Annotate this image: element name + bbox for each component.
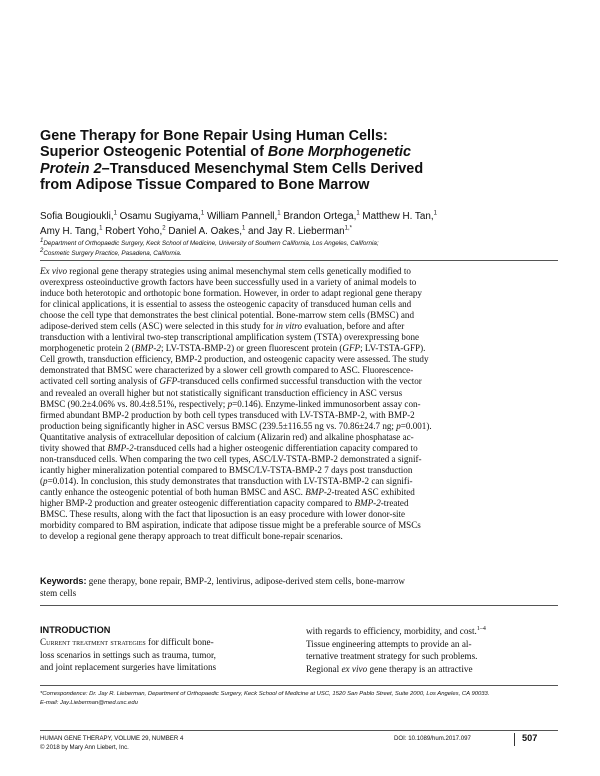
text-line: production being significantly higher in ASC versus BMSC (239.5±116.55 ng vs. 70.86±24.7 ng; p=0.001).: [40, 420, 432, 431]
correspondence-note: [40, 690, 560, 707]
keywords-label: Keywords:: [40, 576, 87, 586]
text-line: loss scenarios in settings such as trauma, tumor,: [40, 649, 216, 660]
text-line: to develop a regional gene therapy approach to treat difficult bone-repair scenarios.: [40, 531, 343, 542]
text-line: Quantitative analysis of extracellular deposition of calcium (Alizarin red) and alkaline phosphatase ac-: [40, 431, 414, 442]
journal-volume: HUMAN GENE THERAPY, VOLUME 29, NUMBER 4: [40, 735, 184, 742]
keywords-text-1: gene therapy, bone repair, BMP-2, lentivirus, adipose-derived stem cells, bone-marrow: [86, 576, 405, 586]
text-line: Cell growth, transduction efficiency, BMP-2 production, and osteogenic capacity were assessed. The study: [40, 354, 429, 365]
text-line: Ex vivo regional gene therapy strategies using animal mesenchymal stem cells genetically modified to: [40, 266, 411, 276]
text-line: higher BMP-2 production and greater osteogenic differentiation capacity compared to BMP-2-treated: [40, 497, 409, 508]
text-line: and revealed an overall higher but not statistically significant transduction efficiency in ASC versus: [40, 387, 403, 398]
text-line: transduction with a lentiviral two-step transcriptional amplification system (TSTA) overexpressing bone: [40, 332, 420, 343]
text-line: (p=0.014). In conclusion, this study demonstrates that transduction with LV-TSTA-BMP-2 can signifi-: [40, 475, 413, 486]
text-line: adipose-derived stem cells (ASC) were selected in this study for in vitro evaluation, before and after: [40, 321, 405, 332]
text-line: Sofia Bougioukli,$^1$ Osamu Sugiyama,$^1$ William Pannell,$^1$ Brandon Ortega,$^1$ Matthew H. Tan,$^1$: [40, 210, 437, 222]
text-line: overexpress osteoinductive growth factors have been successfully used in a variety of animal models to: [40, 277, 417, 288]
doi: DOI: 10.1089/hum.2017.097: [394, 735, 471, 742]
text-line: demonstrated that BMSC were characterized by a slower cell growth compared to ASC. Fluorescence-: [40, 365, 414, 376]
abstract-top-rule: [40, 260, 558, 261]
text-line: morbidity compared to BM aspiration, indicate that adipose tissue might be a preferable source of MSCs: [40, 520, 421, 531]
footer-separator: [514, 733, 515, 746]
author-list: [40, 210, 570, 239]
text-line: morphogenetic protein 2 (BMP-2; LV-TSTA-BMP-2) or green fluorescent protein (GFP; LV-TSTA-GFP).: [40, 343, 426, 354]
text-line: Current treatment strategies for difficult bone-: [40, 637, 214, 647]
text-line: Amy H. Tang,$^1$ Robert Yoho,$^2$ Daniel A. Oakes,$^1$ and Jay R. Lieberman$^{1,*}$: [40, 225, 352, 237]
keywords-text-2: stem cells: [40, 587, 77, 598]
text-line: Protein 2–Transduced Mesenchymal Stem Cells Derived: [40, 160, 424, 177]
text-line: ternative treatment strategy for such problems.: [306, 651, 478, 662]
footer-journal-info: [40, 735, 183, 752]
keywords: [40, 576, 560, 599]
text-line: Regional ex vivo gene therapy is an attractive: [306, 663, 473, 674]
text-line: $^1$Department of Orthopaedic Surgery, Keck School of Medicine, University of Southern California, Los Angeles, California;: [40, 237, 379, 247]
text-line: choose the cell type that demonstrates the best clinical potential. Bone-marrow stem cells (BMSC) and: [40, 310, 415, 321]
correspondence-email: E-mail: Jay.Lieberman@med.usc.edu: [40, 699, 138, 706]
text-line: tivity showed that BMP-2-transduced cells had a higher osteogenic differentiation capacity compared to: [40, 442, 418, 453]
text-line: non-transduced cells. When comparing the two cell types, ASC/LV-TSTA-BMP-2 demonstrated a signif-: [40, 453, 422, 464]
text-line: Superior Osteogenic Potential of Bone Morphogenetic: [40, 144, 411, 161]
section-heading-introduction: INTRODUCTION: [40, 625, 111, 635]
article-title: [40, 128, 560, 194]
correspondence-address: *Correspondence: Dr. Jay R. Lieberman, Department of Orthopaedic Surgery, Keck School of Medicine at USC, 1520 San Pablo Street, Suite 2000, Los Angeles, CA 90033.: [40, 691, 490, 697]
text-line: activated cell sorting analysis of GFP-transduced cells confirmed successful transduction with the vector: [40, 376, 422, 387]
intro-right-column: [306, 625, 558, 675]
copyright: © 2018 by Mary Ann Liebert, Inc.: [40, 743, 129, 751]
text-line: induce both heterotopic and orthotopic bone formation. However, in order to adapt regional gene therapy: [40, 288, 422, 299]
text-line: Gene Therapy for Bone Repair Using Human Cells:: [40, 128, 388, 144]
abstract-bottom-rule: [40, 605, 558, 606]
text-line: firmed abundant BMP-2 production by both cell types transduced with LV-TSTA-BMP-2, with BMP-2: [40, 409, 415, 420]
text-line: and joint replacement surgeries have limitations: [40, 662, 217, 673]
text-line: BMSC. These results, along with the fact that liposuction is an easy procedure with lower donor-site: [40, 509, 406, 520]
footer-rule: [40, 730, 558, 731]
footnote-rule: [40, 685, 558, 686]
intro-left-column: [40, 636, 290, 674]
text-line: with regards to efficiency, morbidity, and cost.$^{1-4}$: [306, 625, 486, 636]
text-line: $^2$Cosmetic Surgery Practice, Pasadena, California.: [40, 247, 182, 257]
text-line: icantly higher mineralization potential compared to BMSC/LV-TSTA-BMP-2 7 days post transduction: [40, 464, 413, 475]
text-line: cantly enhance the osteogenic potential of both human BMSC and ASC. BMP-2-treated ASC exhibited: [40, 486, 415, 497]
affiliations: [40, 239, 570, 258]
text-line: BMSC (90.2±4.06% vs. 80.4±8.51%, respectively; p=0.146). Enzyme-linked immunosorbent assay con-: [40, 398, 421, 409]
abstract: [40, 266, 560, 542]
text-line: for clinical applications, it is essential to assess the osteogenic capacity of transduced human cells and: [40, 299, 412, 310]
page-number: 507: [522, 733, 538, 743]
text-line: Tissue engineering attempts to provide an al-: [306, 638, 472, 649]
text-line: from Adipose Tissue Compared to Bone Marrow: [40, 177, 370, 194]
